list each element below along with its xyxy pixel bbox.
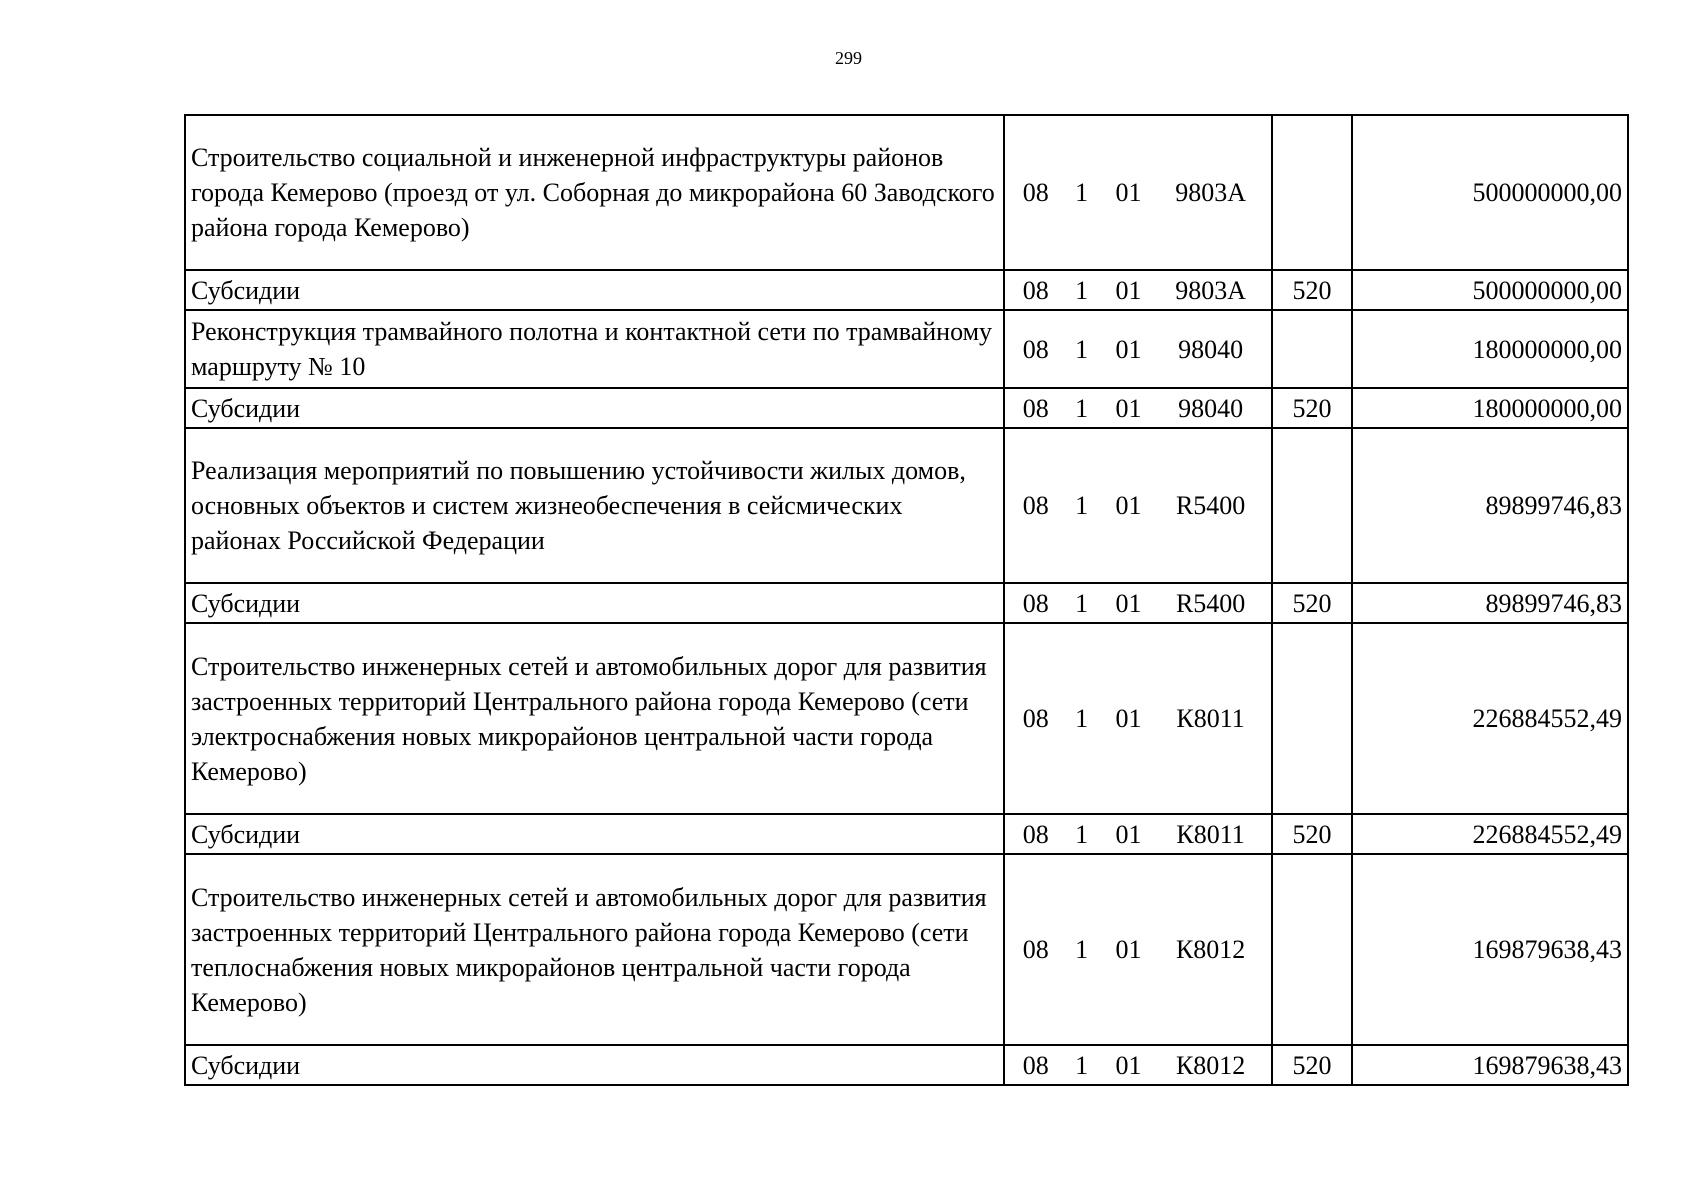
article-code: К8012 — [1175, 935, 1246, 964]
program-code: 1 — [1075, 588, 1089, 618]
table-row — [185, 388, 1628, 428]
expense-type-code: 520 — [1272, 388, 1352, 428]
subprogram-code: 01 — [1115, 334, 1142, 364]
article-code: 9803А — [1175, 275, 1246, 305]
row-codes — [1004, 1045, 1272, 1085]
article-code: 98040 — [1178, 334, 1244, 364]
expense-type-code — [1272, 854, 1352, 1045]
table-row — [185, 270, 1628, 310]
row-codes — [1004, 814, 1272, 854]
table-row — [185, 583, 1628, 623]
row-codes — [1004, 583, 1272, 623]
subprogram-code: 01 — [1115, 588, 1142, 618]
section-code: 08 — [1022, 275, 1049, 305]
expense-type-code: 520 — [1272, 1045, 1352, 1085]
budget-table-body — [185, 115, 1628, 1085]
program-code: 1 — [1075, 491, 1089, 520]
article-code: 98040 — [1178, 393, 1244, 423]
row-codes — [1004, 270, 1272, 310]
row-amount: 169879638,43 — [1352, 854, 1628, 1045]
subprogram-code: 01 — [1115, 819, 1142, 849]
article-code: К8012 — [1175, 1050, 1246, 1080]
expense-type-code: 520 — [1272, 270, 1352, 310]
row-name: Реконструкция трамвайного полотна и контактной сети по трамвайному маршруту № 10 — [185, 310, 1004, 388]
row-name: Субсидии — [185, 1045, 1004, 1085]
article-code: 9803А — [1175, 178, 1246, 207]
table-row — [185, 428, 1628, 583]
row-name: Субсидии — [185, 388, 1004, 428]
row-name: Субсидии — [185, 270, 1004, 310]
expense-type-code — [1272, 310, 1352, 388]
section-code: 08 — [1022, 491, 1049, 520]
section-code: 08 — [1022, 704, 1049, 733]
row-amount: 500000000,00 — [1352, 270, 1628, 310]
row-codes — [1004, 623, 1272, 814]
subprogram-code: 01 — [1115, 935, 1142, 964]
row-amount: 89899746,83 — [1352, 428, 1628, 583]
row-amount: 500000000,00 — [1352, 115, 1628, 270]
program-code: 1 — [1075, 275, 1089, 305]
row-codes — [1004, 428, 1272, 583]
row-codes — [1004, 854, 1272, 1045]
expense-type-code: 520 — [1272, 814, 1352, 854]
article-code: R5400 — [1175, 588, 1246, 618]
expense-type-code — [1272, 623, 1352, 814]
table-row — [185, 814, 1628, 854]
article-code: К8011 — [1176, 819, 1245, 849]
program-code: 1 — [1075, 178, 1089, 207]
program-code: 1 — [1075, 1050, 1089, 1080]
table-row — [185, 310, 1628, 388]
page-number: 299 — [835, 48, 862, 68]
table-row — [185, 854, 1628, 1045]
section-code: 08 — [1022, 588, 1049, 618]
program-code: 1 — [1075, 704, 1089, 733]
subprogram-code: 01 — [1115, 1050, 1142, 1080]
row-name: Субсидии — [185, 583, 1004, 623]
article-code: R5400 — [1175, 491, 1246, 520]
row-amount: 180000000,00 — [1352, 310, 1628, 388]
row-codes — [1004, 388, 1272, 428]
section-code: 08 — [1022, 1050, 1049, 1080]
row-amount: 226884552,49 — [1352, 814, 1628, 854]
program-code: 1 — [1075, 819, 1089, 849]
row-amount: 89899746,83 — [1352, 583, 1628, 623]
row-name: Субсидии — [185, 814, 1004, 854]
section-code: 08 — [1022, 334, 1049, 364]
expense-type-code — [1272, 115, 1352, 270]
article-code: К8011 — [1176, 704, 1245, 733]
budget-table — [184, 114, 1629, 1086]
program-code: 1 — [1075, 334, 1089, 364]
row-name: Строительство инженерных сетей и автомобильных дорог для развития застроенных территорий Центрального района города Кемерово (сети теплоснабжения новых микрорайонов центральной части города Кемерово) — [185, 854, 1004, 1045]
row-name: Строительство социальной и инженерной инфраструктуры районов города Кемерово (проезд от ул. Соборная до микрорайона 60 Заводского района города Кемерово) — [185, 115, 1004, 270]
section-code: 08 — [1022, 935, 1049, 964]
subprogram-code: 01 — [1115, 178, 1142, 207]
table-row — [185, 623, 1628, 814]
row-codes — [1004, 115, 1272, 270]
table-row — [185, 1045, 1628, 1085]
row-amount: 226884552,49 — [1352, 623, 1628, 814]
row-name: Реализация мероприятий по повышению устойчивости жилых домов, основных объектов и систем жизнеобеспечения в сейсмических районах Российской Федерации — [185, 428, 1004, 583]
row-name: Строительство инженерных сетей и автомобильных дорог для развития застроенных территорий Центрального района города Кемерово (сети электроснабжения новых микрорайонов центральной части города Кемерово) — [185, 623, 1004, 814]
subprogram-code: 01 — [1115, 393, 1142, 423]
program-code: 1 — [1075, 935, 1089, 964]
row-codes — [1004, 310, 1272, 388]
section-code: 08 — [1022, 819, 1049, 849]
table-row — [185, 115, 1628, 270]
expense-type-code: 520 — [1272, 583, 1352, 623]
expense-type-code — [1272, 428, 1352, 583]
program-code: 1 — [1075, 393, 1089, 423]
row-amount: 169879638,43 — [1352, 1045, 1628, 1085]
subprogram-code: 01 — [1115, 491, 1142, 520]
section-code: 08 — [1022, 393, 1049, 423]
subprogram-code: 01 — [1115, 704, 1142, 733]
section-code: 08 — [1022, 178, 1049, 207]
row-amount: 180000000,00 — [1352, 388, 1628, 428]
subprogram-code: 01 — [1115, 275, 1142, 305]
